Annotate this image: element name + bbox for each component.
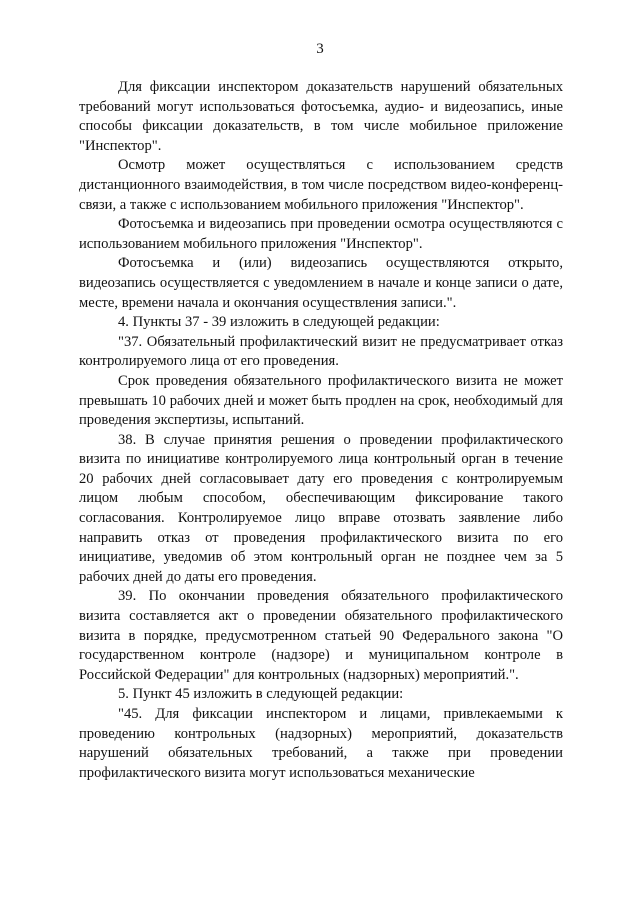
paragraph-evidence-fixation: Для фиксации инспектором доказательств нарушений обязательных требований могут использоваться фотосъемка, аудио- и видеозапись, иные способы фиксации доказательств, в том числе мобильное приложение "Инспектор".	[79, 79, 563, 154]
paragraph-clause-37: "37. Обязательный профилактический визит не предусматривает отказ контролируемого лица от его проведения.	[79, 333, 563, 370]
paragraph-open-recording: Фотосъемка и (или) видеозапись осуществляются открыто, видеозапись осуществляется с уведомлением в начале и конце записи о дате, месте, времени начала и окончания осуществления записи.".	[79, 255, 563, 311]
paragraph-clause-45: "45. Для фиксации инспектором и лицами, привлекаемыми к проведению контрольных (надзорных) мероприятий, доказательств нарушений обязательных требований, а также при проведении профилактического визита могут использоваться механические	[79, 706, 563, 781]
paragraph-clause-39: 39. По окончании проведения обязательного профилактического визита составляется акт о проведении обязательного профилактического визита в порядке, предусмотренном статьей 90 Федерального закона "О государственном контроле (надзоре) и муниципальном контроле в Российской Федерации" для контрольных (надзорных) мероприятий.".	[79, 588, 563, 683]
paragraph-item-4-heading: 4. Пункты 37 - 39 изложить в следующей редакции:	[118, 314, 440, 331]
paragraph-visit-duration: Срок проведения обязательного профилактического визита не может превышать 10 рабочих дней и может быть продлен на срок, необходимый для проведения экспертизы, испытаний.	[79, 372, 563, 429]
paragraph-photo-video-inspection: Фотосъемка и видеозапись при проведении осмотра осуществляются с использованием мобильного приложения "Инспектор".	[79, 216, 563, 252]
page-number: 3	[316, 41, 324, 57]
paragraph-inspection-remote: Осмотр может осуществляться с использованием средств дистанционного взаимодействия, в том числе посредством видео-конференц-связи, а также с использованием мобильного приложения "Инспектор".	[79, 157, 563, 213]
paragraph-item-5-heading: 5. Пункт 45 изложить в следующей редакции:	[118, 686, 404, 703]
paragraph-clause-38: 38. В случае принятия решения о проведении профилактического визита по инициативе контролируемого лица контрольный орган в течение 20 рабочих дней согласовывает дату его проведения с контролируемым лицом любым способом, обеспечивающим фиксирование такого согласования. Контролируемое лицо вправе отозвать заявление либо направить отказ от проведения профилактического визита по его инициативе, уведомив об этом контрольный орган не позднее чем за 5 рабочих дней до даты его проведения.	[79, 431, 563, 585]
document-body	[79, 78, 563, 783]
